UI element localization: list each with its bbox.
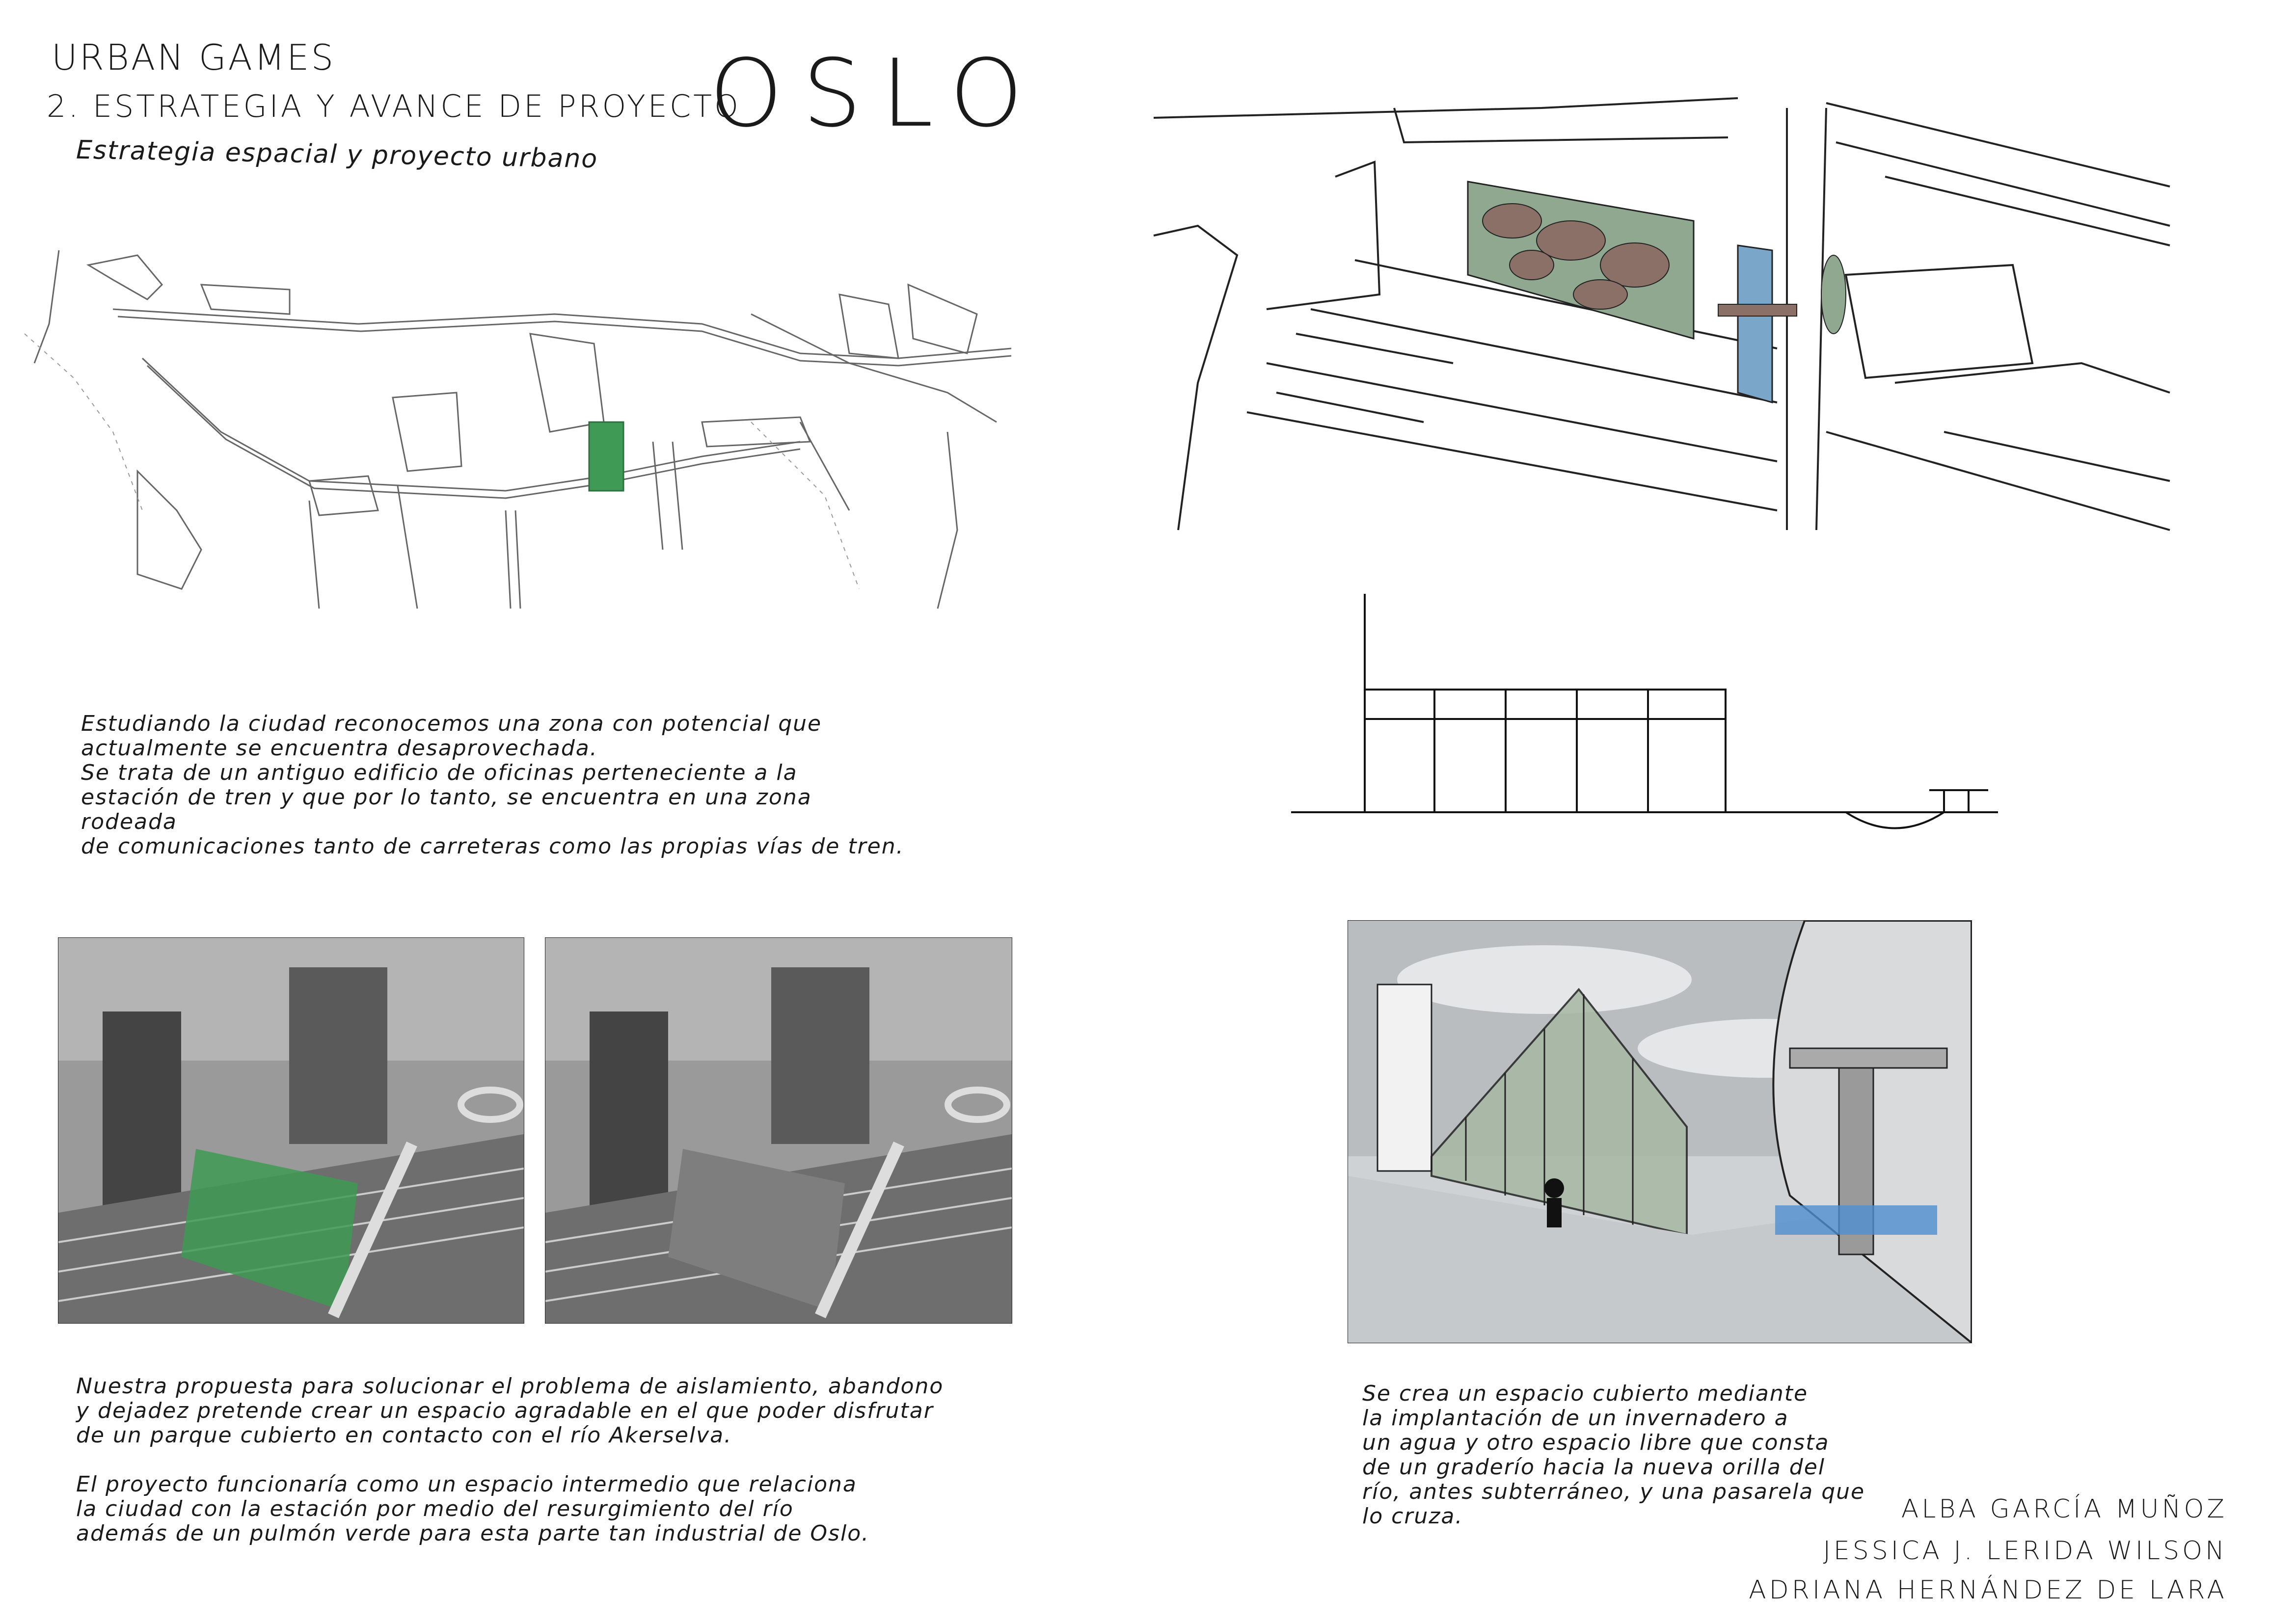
- city-title: OSLO: [709, 39, 1043, 148]
- course-title: URBAN GAMES: [52, 37, 336, 78]
- covered-space-text: Se crea un espacio cubierto mediante la implantación de un invernadero a un agua y otro espacio libre que consta de un graderío hacia la nueva orilla del río, antes subterráneo, y una pasarela que lo cruza.: [1362, 1381, 1865, 1529]
- aerial-photo-highlighted: [58, 937, 524, 1324]
- author-name: JESSICA J. LERIDA WILSON: [1823, 1536, 2227, 1566]
- section-drawing: [1291, 589, 2052, 844]
- author-name: ALBA GARCÍA MUÑOZ: [1901, 1494, 2227, 1524]
- section-subtitle: Estrategia espacial y proyecto urbano: [76, 135, 598, 174]
- site-highlight: [589, 422, 623, 491]
- city-map-sketch: [15, 236, 1026, 618]
- site-plan-sketch: [1149, 88, 2180, 540]
- section-title: 2. ESTRATEGIA Y AVANCE DE PROYECTO: [47, 88, 741, 124]
- proposal-text: Nuestra propuesta para solucionar el problema de aislamiento, abandono y dejadez pretende crear un espacio agradable en el que poder disfrutar de un parque cubierto en contacto con el río Akerselva. El proyecto funcionaría como un espacio intermedio que relaciona la ciudad con la estación por medio del resurgimiento del río además de un pulmón verde para esta parte tan industrial de Oslo.: [76, 1374, 944, 1546]
- greenhouse-render: [1348, 920, 1972, 1343]
- river-area: [1738, 245, 1772, 402]
- aerial-photo-plain: [545, 937, 1012, 1324]
- study-text: Estudiando la ciudad reconocemos una zona con potencial que actualmente se encuentra desaprovechada. Se trata de un antiguo edificio de oficinas perteneciente a la estación de tren y que por lo tanto, se encuentra en una zona rodeada de comunicaciones tanto de carreteras como las propias vías de tren.: [81, 711, 904, 859]
- author-name: ADRIANA HERNÁNDEZ DE LARA: [1749, 1575, 2227, 1605]
